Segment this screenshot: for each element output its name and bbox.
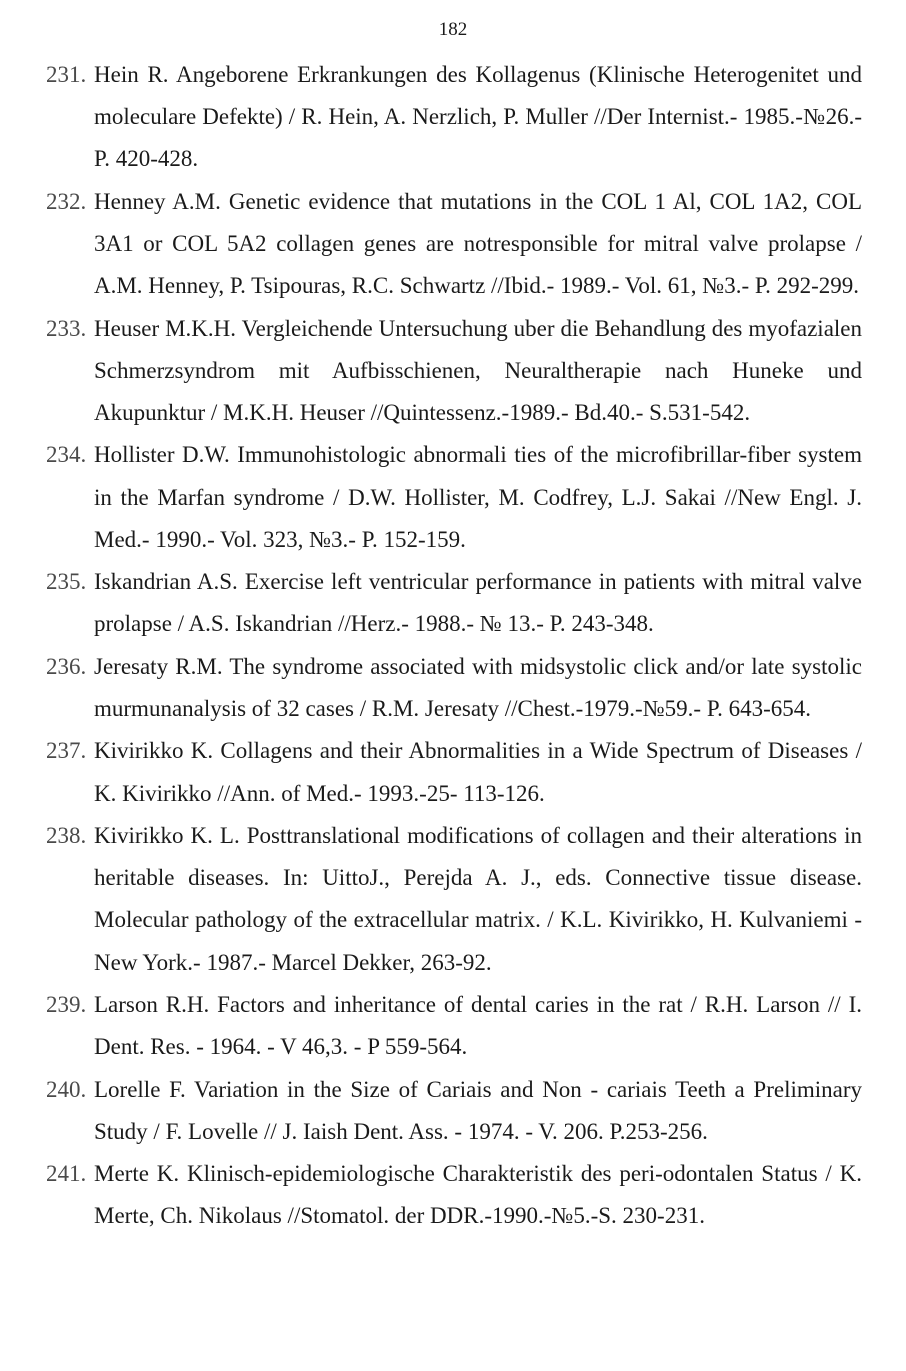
reference-number: 231. — [46, 62, 87, 87]
reference-text: Lorelle F. Variation in the Size of Cariais and Non - cariais Teeth a Preliminary Study / F. Lovelle // J. Iaish Dent. Ass. - 1974. - V. 206. P.253-256. — [94, 1076, 862, 1144]
reference-item — [46, 984, 862, 1068]
reference-item — [46, 1069, 862, 1153]
reference-number: 236. — [46, 653, 87, 679]
reference-number: 235. — [46, 569, 87, 595]
reference-item — [46, 1153, 862, 1237]
reference-text: Kivirikko K. L. Posttranslational modifications of collagen and their alterations in heritable diseases. In: UittoJ., Perejda A. J., eds. Connective tissue disease. Molecular pathology of the extracellular matrix. / K.L. Kivirikko, H. Kulvaniemi - New York.- 1987.- Marcel Dekker, 263-92. — [94, 822, 862, 975]
reference-text: Heuser M.K.H. Vergleichende Untersuchung uber die Behandlung des myofazialen Schmerzsyndrom mit Aufbisschienen, Neuraltherapie nach Huneke und Akupunktur / M.K.H. Heuser //Quintessenz.-1989.- Bd.40.- S.531-542. — [94, 315, 862, 425]
reference-item — [46, 181, 862, 308]
reference-number: 241. — [46, 1161, 87, 1187]
reference-number: 232. — [46, 188, 87, 214]
reference-text: Iskandrian A.S. Exercise left ventricular performance in patients with mitral valve prolapse / A.S. Iskandrian //Herz.- 1988.- № 13.- P. 243-348. — [94, 569, 862, 637]
reference-text: Hollister D.W. Immunohistologic abnormali ties of the microfibrillar-fiber system in the Marfan syndrome / D.W. Hollister, M. Codfrey, L.J. Sakai //New Engl. J. Med.- 1990.- Vol. 323, №3.- P. 152-159. — [94, 442, 862, 552]
reference-number: 237. — [46, 738, 87, 764]
reference-number: 234. — [46, 442, 87, 468]
reference-item — [46, 434, 862, 561]
reference-item — [46, 561, 862, 645]
reference-item — [46, 815, 862, 984]
reference-number: 240. — [46, 1076, 87, 1102]
reference-number: 239. — [46, 991, 87, 1017]
reference-list — [46, 54, 862, 1238]
reference-number: 233. — [46, 315, 87, 341]
reference-item — [46, 54, 862, 181]
reference-item — [46, 646, 862, 730]
reference-text: Jeresaty R.M. The syndrome associated with midsystolic click and/or late systolic murmunanalysis of 32 cases / R.M. Jeresaty //Chest.-1979.-№59.- P. 643-654. — [94, 653, 862, 721]
reference-text: Merte K. Klinisch-epidemiologische Charakteristik des peri-odontalen Status / K. Merte, Ch. Nikolaus //Stomatol. der DDR.-1990.-№5.-S. 230-231. — [94, 1161, 862, 1229]
reference-text: Larson R.H. Factors and inheritance of dental caries in the rat / R.H. Larson // I. Dent. Res. - 1964. - V 46,3. - P 559-564. — [94, 991, 862, 1060]
page-number: 182 — [438, 19, 468, 40]
reference-item — [46, 308, 862, 435]
reference-item — [46, 730, 862, 814]
reference-text: Kivirikko K. Collagens and their Abnormalities in a Wide Spectrum of Diseases / K. Kivirikko //Ann. of Med.- 1993.-25- 113-126. — [94, 738, 862, 806]
reference-text: Henney A.M. Genetic evidence that mutations in the COL 1 Al, COL 1A2, COL 3A1 or COL 5A2 collagen genes are notresponsible for mitral valve prolapse / A.M. Henney, P. Tsipouras, R.C. Schwartz //Ibid.- 1989.- Vol. 61, №3.- P. 292-299. — [94, 188, 862, 299]
reference-text: Hein R. Angeborene Erkrankungen des Kollagenus (Klinische Heterogenitet und moleculare Defekte) / R. Hein, A. Nerzlich, P. Muller //Der Internist.- 1985.-№26.-P. 420-428. — [94, 62, 862, 172]
reference-number: 238. — [46, 822, 87, 848]
